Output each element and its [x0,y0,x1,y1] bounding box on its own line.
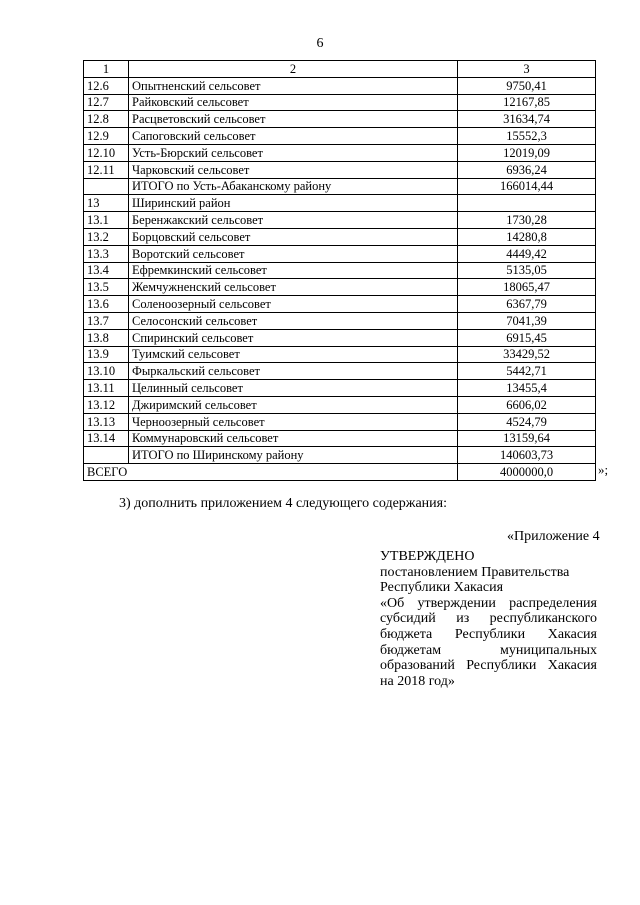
header-cell-3: 3 [458,61,596,78]
row-name-cell: Соленоозерный сельсовет [129,296,458,313]
row-name-cell: Райковский сельсовет [129,94,458,111]
closing-mark: »; [598,462,609,477]
row-number-cell: 12.6 [84,77,129,94]
row-number-cell [84,178,129,195]
table-row [84,413,596,430]
row-amount-cell: 13159,64 [458,430,596,447]
row-name-cell: Джиримский сельсовет [129,396,458,413]
row-number-cell: 13.2 [84,228,129,245]
row-number-cell: 13.11 [84,380,129,397]
row-amount-cell: 140603,73 [458,447,596,464]
row-amount-cell: 4524,79 [458,413,596,430]
approval-block [380,549,597,689]
row-amount-cell: 6606,02 [458,396,596,413]
table-row [84,144,596,161]
approval-line: Республики Хакасия [380,580,504,596]
row-name-cell: Чарковский сельсовет [129,161,458,178]
page-number: 6 [316,36,324,51]
row-amount-cell: 12167,85 [458,94,596,111]
row-amount-cell: 7041,39 [458,312,596,329]
approval-line: бюджетам муниципальных [380,642,597,658]
row-name-cell: Воротский сельсовет [129,245,458,262]
row-amount-cell: 13455,4 [458,380,596,397]
row-amount-cell: 12019,09 [458,144,596,161]
table-header-row [84,61,596,78]
total-value-cell: 4000000,0 [458,464,596,481]
row-name-cell: Фыркальский сельсовет [129,363,458,380]
row-name-cell: ИТОГО по Усть-Абаканскому району [129,178,458,195]
row-name-cell: Целинный сельсовет [129,380,458,397]
row-name-cell: Опытненский сельсовет [129,77,458,94]
row-number-cell: 12.8 [84,111,129,128]
table-row [84,396,596,413]
row-number-cell: 12.10 [84,144,129,161]
row-name-cell: Ширинский район [129,195,458,212]
row-amount-cell [458,195,596,212]
row-amount-cell: 1730,28 [458,212,596,229]
table-row [84,447,596,464]
approval-title: УТВЕРЖДЕНО [380,549,475,564]
table-row [84,380,596,397]
row-number-cell: 13.4 [84,262,129,279]
row-amount-cell: 15552,3 [458,128,596,145]
row-amount-cell: 6367,79 [458,296,596,313]
table-row [84,296,596,313]
table-row [84,363,596,380]
table-row [84,228,596,245]
row-number-cell: 12.11 [84,161,129,178]
row-name-cell: ИТОГО по Ширинскому району [129,447,458,464]
row-name-cell: Сапоговский сельсовет [129,128,458,145]
appendix-title: «Приложение 4 [507,529,600,544]
table-total-row [84,464,596,481]
row-number-cell: 12.9 [84,128,129,145]
table-row [84,128,596,145]
row-name-cell: Туимский сельсовет [129,346,458,363]
table-row [84,77,596,94]
row-name-cell: Черноозерный сельсовет [129,413,458,430]
row-number-cell: 13.10 [84,363,129,380]
header-cell-1: 1 [84,61,129,78]
row-amount-cell: 33429,52 [458,346,596,363]
allocation-table [83,60,596,481]
table-row [84,195,596,212]
table-row [84,212,596,229]
table-row [84,329,596,346]
row-name-cell: Борцовский сельсовет [129,228,458,245]
row-amount-cell: 5135,05 [458,262,596,279]
table-row [84,346,596,363]
row-name-cell: Ефремкинский сельсовет [129,262,458,279]
table-body [84,61,596,481]
row-number-cell: 13.1 [84,212,129,229]
row-amount-cell: 14280,8 [458,228,596,245]
row-name-cell: Беренжакский сельсовет [129,212,458,229]
row-name-cell: Расцветовский сельсовет [129,111,458,128]
table-row [84,245,596,262]
row-number-cell: 13.3 [84,245,129,262]
approval-line: на 2018 год» [380,673,455,689]
row-name-cell: Жемчужненский сельсовет [129,279,458,296]
row-number-cell: 12.7 [84,94,129,111]
table-row [84,94,596,111]
row-amount-cell: 18065,47 [458,279,596,296]
row-name-cell: Усть-Бюрский сельсовет [129,144,458,161]
row-amount-cell: 31634,74 [458,111,596,128]
row-number-cell: 13.14 [84,430,129,447]
row-number-cell: 13.6 [84,296,129,313]
row-amount-cell: 6936,24 [458,161,596,178]
row-number-cell: 13.8 [84,329,129,346]
row-name-cell: Селосонский сельсовет [129,312,458,329]
approval-line: постановлением Правительства [380,564,570,580]
table-row [84,279,596,296]
header-cell-2: 2 [129,61,458,78]
row-amount-cell: 6915,45 [458,329,596,346]
table-row [84,312,596,329]
table-row [84,262,596,279]
row-amount-cell: 166014,44 [458,178,596,195]
row-number-cell: 13.12 [84,396,129,413]
row-amount-cell: 4449,42 [458,245,596,262]
row-amount-cell: 9750,41 [458,77,596,94]
table-row [84,161,596,178]
table-row [84,111,596,128]
row-number-cell: 13.13 [84,413,129,430]
table-row [84,178,596,195]
row-amount-cell: 5442,71 [458,363,596,380]
approval-line: субсидий из республиканского [380,611,597,627]
row-number-cell [84,447,129,464]
approval-line: бюджета Республики Хакасия [380,626,597,642]
row-number-cell: 13.5 [84,279,129,296]
approval-line: «Об утверждении распределения [380,595,597,611]
row-number-cell: 13 [84,195,129,212]
approval-line: образований Республики Хакасия [380,658,597,674]
row-number-cell: 13.9 [84,346,129,363]
table-row [84,430,596,447]
row-name-cell: Спиринский сельсовет [129,329,458,346]
row-number-cell: 13.7 [84,312,129,329]
instruction-text: 3) дополнить приложением 4 следующего содержания: [119,496,447,511]
total-label-cell: ВСЕГО [84,464,458,481]
row-name-cell: Коммунаровский сельсовет [129,430,458,447]
